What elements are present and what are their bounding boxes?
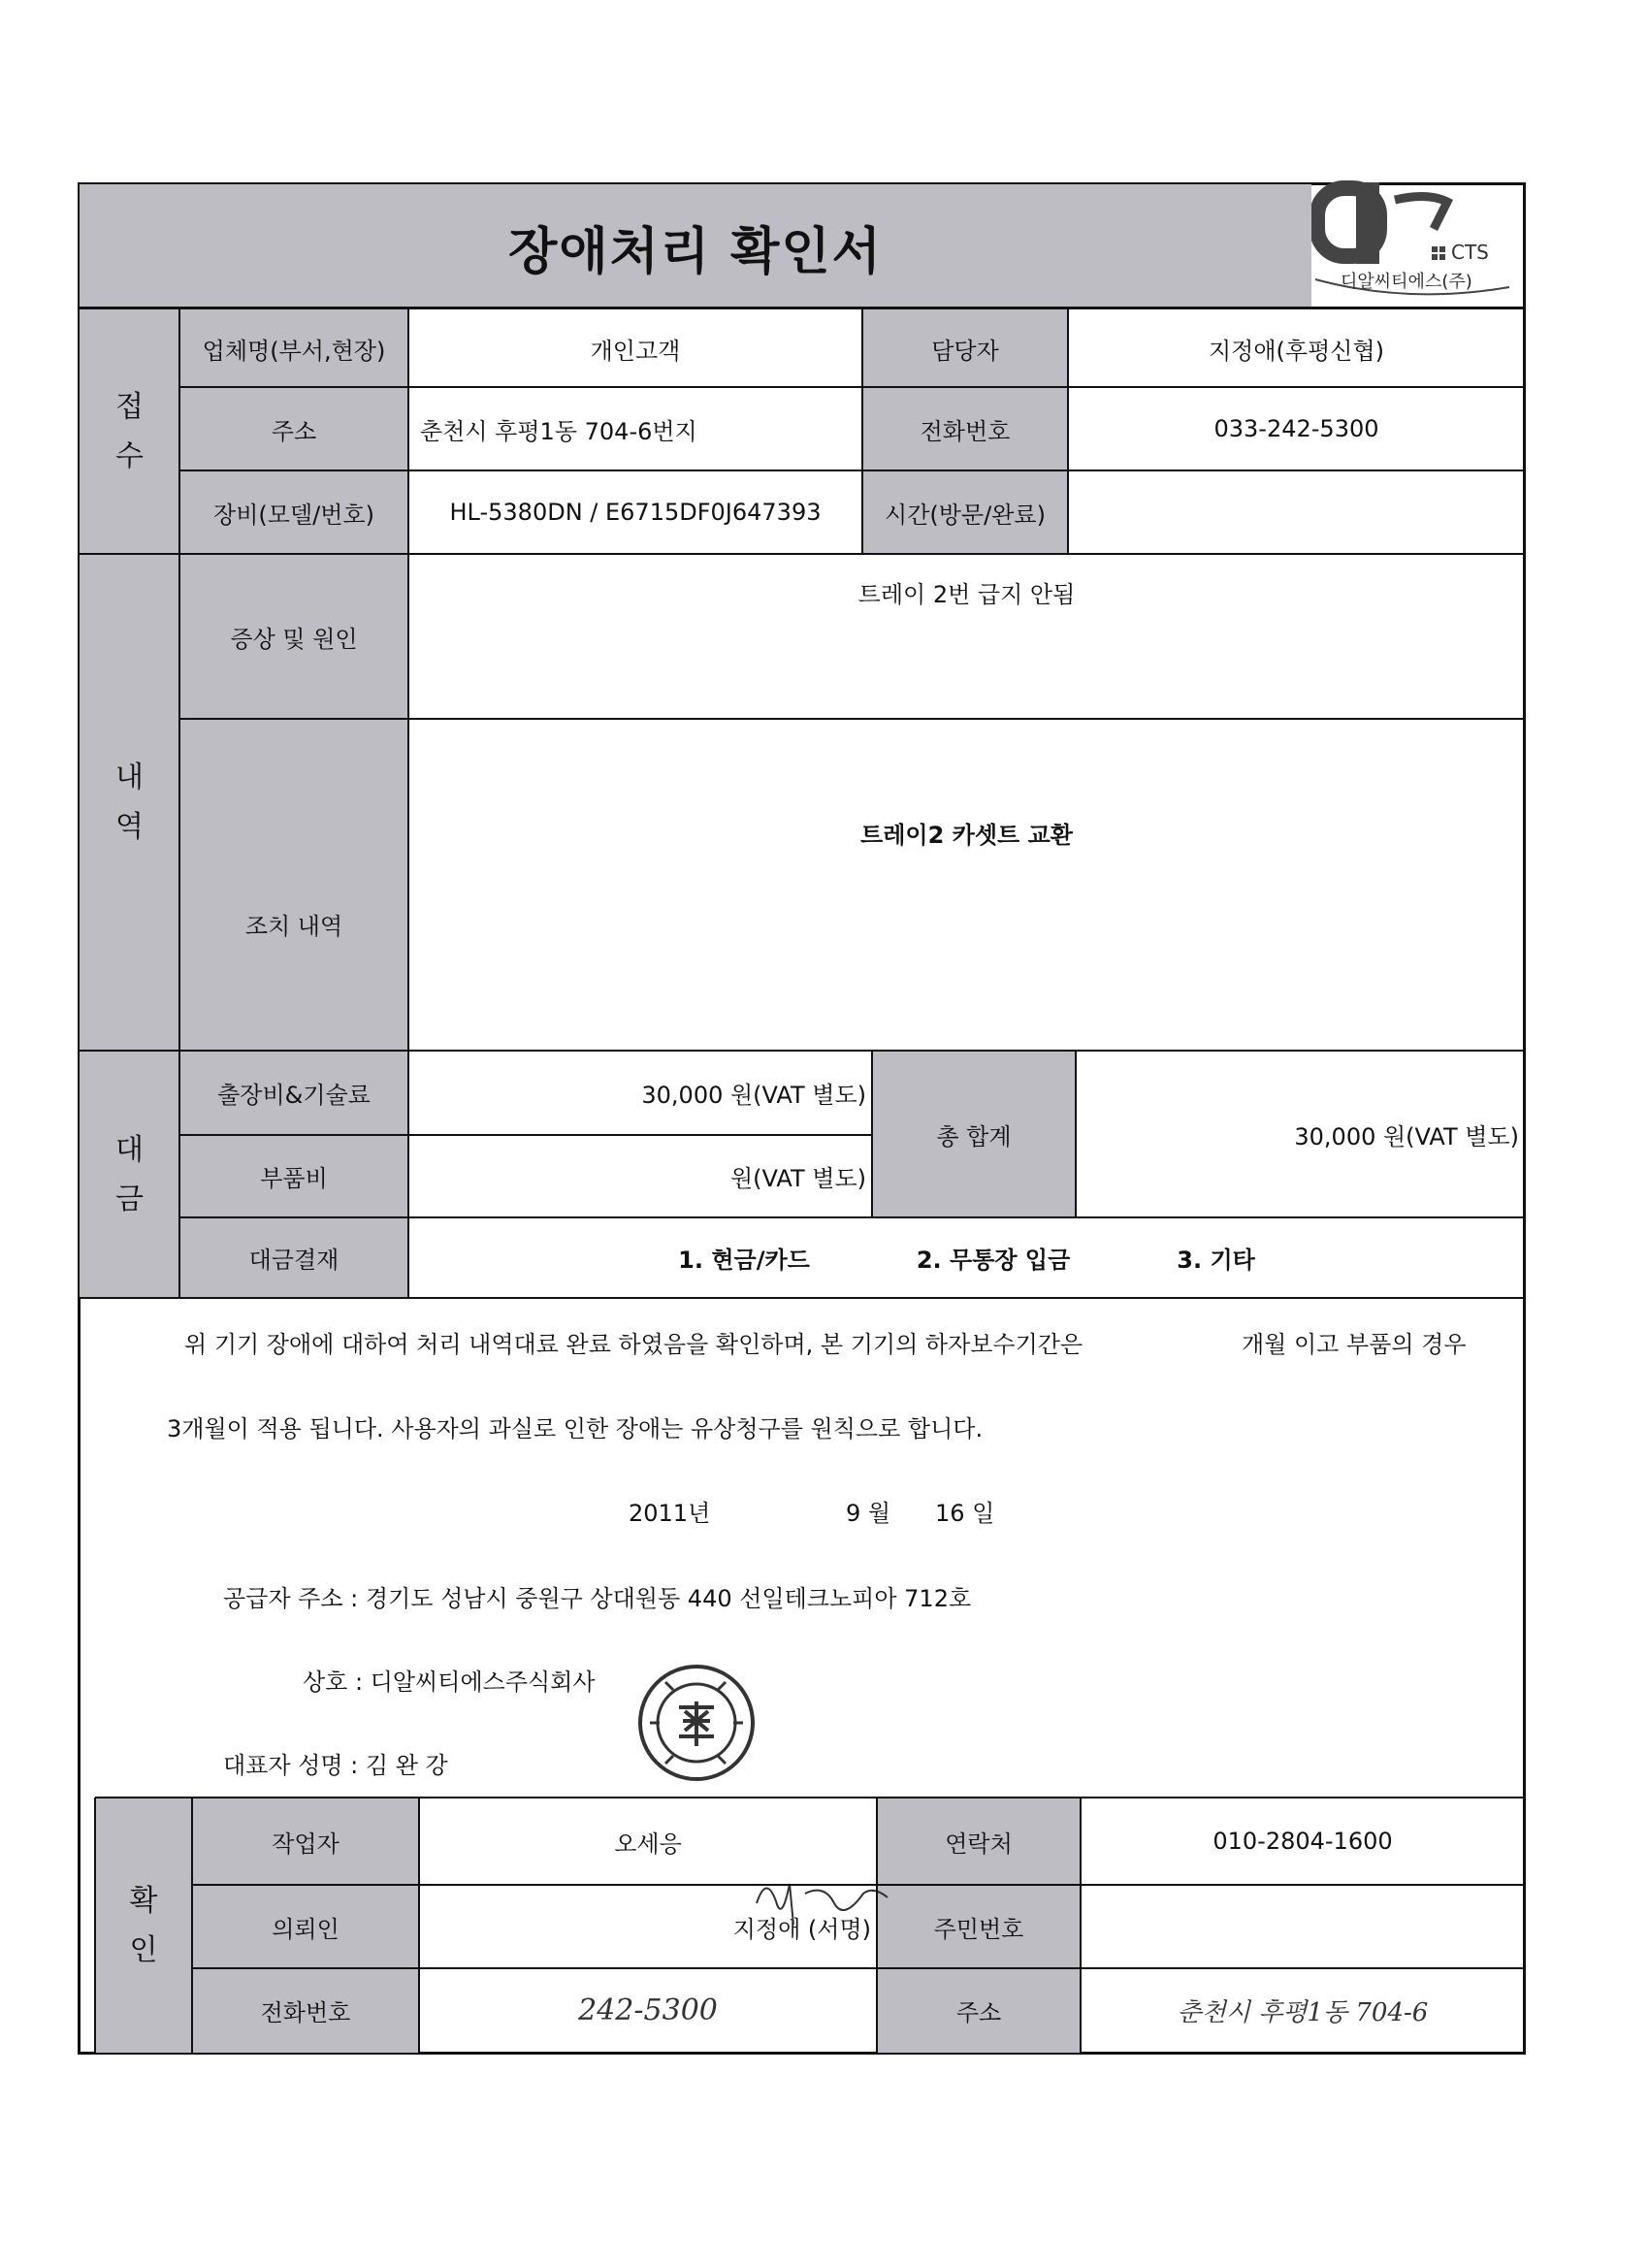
value-requester: 지정애 (서명): [732, 1915, 871, 1943]
grid-line: [418, 1798, 420, 2053]
value-contact: 지정애(후평신협): [1208, 337, 1384, 365]
value-id-number: [1081, 1885, 1525, 1968]
label-requester-address: 주소: [877, 1968, 1081, 2053]
grid-line: [876, 1798, 878, 2053]
company-logo: [1311, 178, 1525, 307]
payment-option-cash: 1. 현금/카드: [678, 1247, 810, 1274]
label-worker: 작업자: [192, 1798, 419, 1885]
value-phone: 033-242-5300: [1213, 415, 1379, 442]
statement-line1b: 개월 이고 부품의 경우: [1242, 1331, 1467, 1358]
payment-option-other: 3. 기타: [1177, 1247, 1255, 1274]
grid-line: [179, 1216, 1525, 1218]
grid-line: [80, 1297, 1525, 1299]
title-bar: [80, 184, 1311, 308]
grid-line: [80, 553, 1525, 555]
value-total: 30,000 원(VAT 별도): [1294, 1122, 1519, 1150]
label-action: 조치 내역: [179, 719, 408, 1051]
label-payment-method: 대금결재: [179, 1217, 408, 1298]
section-payment: 대 금: [80, 1051, 179, 1298]
label-phone: 전화번호: [862, 387, 1068, 470]
label-total: 총 합계: [872, 1051, 1076, 1217]
value-parts: 원(VAT 별도): [729, 1165, 866, 1192]
label-address: 주소: [179, 387, 408, 470]
grid-line: [94, 1798, 96, 2053]
date-day: 16 일: [935, 1500, 995, 1527]
value-company: 개인고객: [590, 337, 681, 365]
representative: 대표자 성명 : 김 완 강: [223, 1752, 448, 1779]
value-service-fee: 30,000 원(VAT 별도): [641, 1082, 866, 1109]
grid-line: [861, 309, 863, 554]
grid-line: [178, 309, 180, 1298]
label-worker-contact: 연락처: [877, 1798, 1081, 1885]
label-equipment: 장비(모델/번호): [179, 470, 408, 554]
date-year: 2011년: [629, 1500, 711, 1527]
value-symptom: 트레이 2번 급지 안됨: [857, 581, 1076, 608]
section-reception: 접 수: [80, 309, 179, 554]
section-confirm: 확 인: [95, 1798, 192, 2053]
section-details: 내 역: [80, 554, 179, 1051]
value-time: [1068, 470, 1525, 554]
grid-line: [191, 1798, 193, 2053]
handwritten-address: 춘천시 후평1동 704-6: [1177, 1998, 1429, 2027]
label-symptom: 증상 및 원인: [179, 554, 408, 719]
label-service-fee: 출장비&기술료: [179, 1051, 408, 1135]
grid-line: [80, 1050, 1525, 1052]
value-requester-address: [1081, 1968, 1525, 2053]
label-id-number: 주민번호: [877, 1885, 1081, 1968]
grid-line: [1067, 309, 1069, 554]
grid-line: [1075, 1051, 1077, 1217]
company-name: 상호 : 디알씨티에스주식회사: [303, 1669, 596, 1696]
label-requester-phone: 전화번호: [192, 1968, 419, 2053]
grid-line: [1080, 1798, 1082, 2053]
value-equipment: HL-5380DN / E6715DF0J647393: [449, 499, 822, 526]
page-title: 장애처리 확인서: [508, 222, 883, 281]
grid-line: [192, 1884, 1525, 1886]
label-time: 시간(방문/완료): [862, 470, 1068, 554]
grid-line: [407, 309, 409, 1298]
handwritten-phone: 242-5300: [578, 1993, 718, 2027]
value-worker: 오세응: [614, 1830, 682, 1858]
date-month: 9 월: [846, 1500, 891, 1527]
statement-area: [80, 1298, 1525, 1798]
grid-line: [179, 718, 1525, 720]
label-requester: 의뢰인: [192, 1885, 419, 1968]
supplier-address: 공급자 주소 : 경기도 성남시 중원구 상대원동 440 선일테크노피아 712호: [223, 1585, 972, 1612]
value-address: 춘천시 후평1동 704-6번지: [420, 417, 697, 445]
label-parts: 부품비: [179, 1135, 408, 1217]
grid-line: [179, 386, 1525, 388]
grid-line: [871, 1051, 873, 1217]
grid-line: [179, 1134, 872, 1136]
value-payment-method: [408, 1217, 1525, 1298]
value-requester-phone: [419, 1968, 877, 2053]
statement-line1a: 위 기기 장애에 대하여 처리 내역대료 완료 하였음을 확인하며, 본 기기의 하자보수기간은: [184, 1331, 1083, 1358]
logo-company: 디알씨티에스(주): [1341, 272, 1472, 292]
payment-option-transfer: 2. 무통장 입금: [916, 1247, 1071, 1274]
grid-line: [179, 470, 1525, 471]
grid-line: [95, 1797, 1525, 1798]
statement-line2: 3개월이 적용 됩니다. 사용자의 과실로 인한 장애는 유상청구를 원칙으로 합니다.: [167, 1415, 984, 1442]
label-company: 업체명(부서,현장): [179, 309, 408, 387]
label-contact: 담당자: [862, 309, 1068, 387]
logo-brand: CTS: [1451, 241, 1489, 264]
value-action: 트레이2 카셋트 교환: [860, 822, 1073, 849]
requester-signature-icon: [747, 1864, 892, 1932]
grid-line: [192, 1967, 1525, 1969]
value-worker-contact: 010-2804-1600: [1212, 1828, 1393, 1855]
company-seal-icon: [636, 1663, 757, 1783]
